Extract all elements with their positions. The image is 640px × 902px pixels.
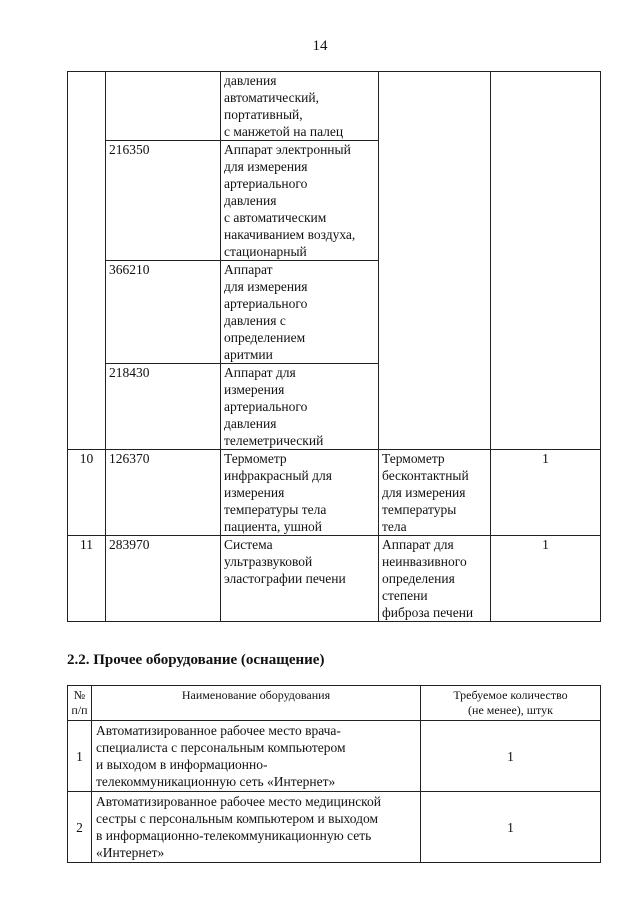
- quantity: 1: [491, 450, 601, 536]
- device-name: Система ультразвуковой эластографии печени: [221, 536, 379, 622]
- device-code: 126370: [106, 450, 221, 536]
- header-number: № п/п: [68, 686, 92, 721]
- equipment-name: Аппарат для неинвазивного определения степени фиброза печени: [379, 536, 491, 622]
- device-name: Термометр инфракрасный для измерения температуры тела пациента, ушной: [221, 450, 379, 536]
- section-title: 2.2. Прочее оборудование (оснащение): [67, 652, 325, 668]
- quantity: 1: [421, 792, 601, 863]
- table-header-row: [68, 686, 601, 721]
- header-quantity: Требуемое количество (не менее), штук: [421, 686, 601, 721]
- device-code: 216350: [106, 141, 221, 261]
- row-number: [68, 72, 106, 141]
- row-number: 2: [68, 792, 92, 863]
- quantity: 1: [491, 536, 601, 622]
- row-number: [68, 141, 106, 261]
- row-number: 10: [68, 450, 106, 536]
- device-code: 283970: [106, 536, 221, 622]
- page-number: 14: [312, 38, 328, 54]
- device-name: Аппарат для измерения артериального давления с определением аритмии: [221, 261, 379, 364]
- table-row: [68, 450, 601, 536]
- device-code: 218430: [106, 364, 221, 450]
- device-code: [106, 72, 221, 141]
- other-equipment-table: [67, 685, 601, 863]
- quantity: 1: [421, 721, 601, 792]
- table-row: [68, 536, 601, 622]
- table-row: [68, 792, 601, 863]
- equipment-name: Автоматизированное рабочее место медицинской сестры с персональным компьютером и выходом в информационно-телекоммуникационную сеть «Интернет»: [92, 792, 421, 863]
- row-number: [68, 261, 106, 364]
- table-row: [68, 72, 601, 141]
- device-name: Аппарат электронный для измерения артериального давления с автоматическим накачиванием воздуха, стационарный: [221, 141, 379, 261]
- device-name: Аппарат для измерения артериального давления телеметрический: [221, 364, 379, 450]
- header-name: Наименование оборудования: [92, 686, 421, 721]
- row-number: 1: [68, 721, 92, 792]
- equipment-name: Автоматизированное рабочее место врача- специалиста с персональным компьютером и выходом в информационно- телекоммуникационную сеть «Интернет»: [92, 721, 421, 792]
- table-row: [68, 721, 601, 792]
- device-code: 366210: [106, 261, 221, 364]
- row-number: 11: [68, 536, 106, 622]
- quantity: [491, 72, 601, 450]
- row-number: [68, 364, 106, 450]
- equipment-name: [379, 72, 491, 450]
- device-name: давления автоматический, портативный, с манжетой на палец: [221, 72, 379, 141]
- medical-equipment-table: [67, 71, 601, 622]
- equipment-name: Термометр бесконтактный для измерения температуры тела: [379, 450, 491, 536]
